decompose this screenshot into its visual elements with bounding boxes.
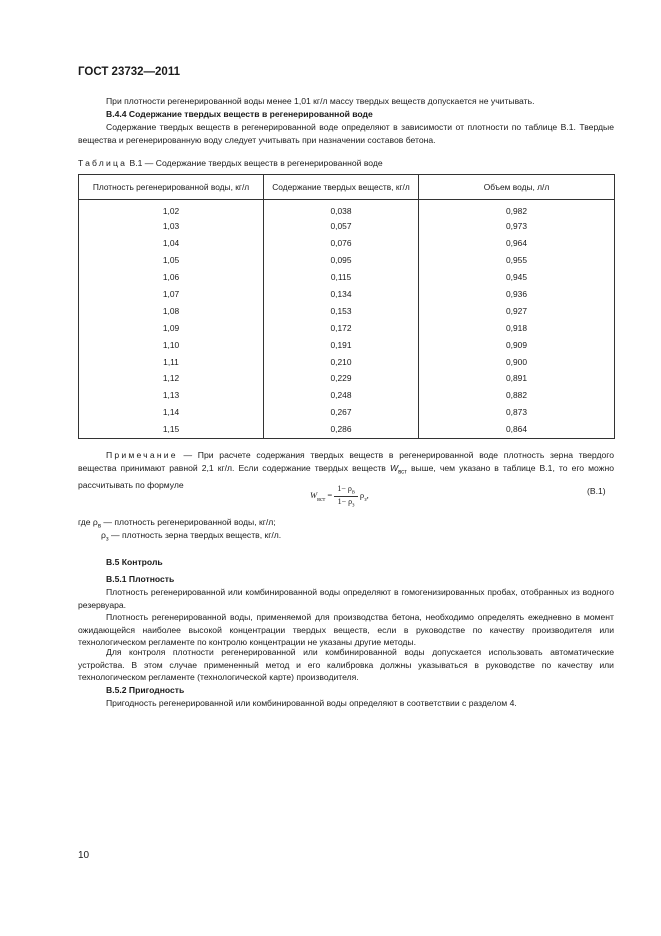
section-b44-paragraph: Содержание твердых веществ в регенерированной воде определяют в зависимости от плотности по таблице В.1. Твердые вещества и регенерированную воду следует учитывать при назначении составов бетона. — [78, 122, 614, 145]
section-b44-heading: В.4.4 Содержание твердых веществ в регенерированной воде — [106, 109, 373, 119]
formula-fraction — [334, 484, 357, 508]
formula-lhs: W — [310, 490, 318, 501]
section-b5-heading: В.5 Контроль — [106, 557, 163, 567]
table-cell: 0,909 — [419, 336, 615, 353]
table-cell: 0,267 — [264, 404, 419, 421]
formula-equals: = — [325, 490, 335, 501]
table-header-cell: Содержание твердых веществ, кг/л — [264, 175, 419, 200]
table-cell: 0,038 — [264, 200, 419, 219]
table-cell: 0,900 — [419, 353, 615, 370]
where-2-symbol: ρ — [101, 530, 106, 540]
table-cell: 0,153 — [264, 302, 419, 319]
table-cell: 0,882 — [419, 387, 615, 404]
table-cell: 1,09 — [79, 319, 264, 336]
table-row — [79, 286, 615, 303]
table-cell: 0,134 — [264, 286, 419, 303]
where-1-text: — плотность регенерированной воды, кг/л; — [101, 517, 276, 527]
table-cell: 0,936 — [419, 286, 615, 303]
table-cell: 0,095 — [264, 252, 419, 269]
section-b51-heading: В.5.1 Плотность — [106, 574, 175, 584]
document-header: ГОСТ 23732—2011 — [78, 66, 180, 78]
note-prefix: Примечание — [106, 450, 178, 460]
table-cell: 0,927 — [419, 302, 615, 319]
formula-lhs-sub: вст — [317, 496, 326, 503]
denominator-text: 1− ρ — [337, 496, 353, 506]
table-header-cell: Плотность регенерированной воды, кг/л — [79, 175, 264, 200]
table-cell: 0,945 — [419, 269, 615, 286]
table-cell: 1,11 — [79, 353, 264, 370]
table-row — [79, 269, 615, 286]
table-cell: 0,891 — [419, 370, 615, 387]
table-cell: 0,057 — [264, 218, 419, 235]
table-header-cell: Объем воды, л/л — [419, 175, 615, 200]
numerator-sub: в — [351, 489, 355, 496]
table-caption-prefix: Таблица — [78, 158, 128, 168]
where-line-2 — [101, 529, 601, 546]
table-cell: 0,873 — [419, 404, 615, 421]
table-row — [79, 235, 615, 252]
formula-rhs: ρ — [357, 490, 365, 501]
table-header-row — [79, 175, 615, 200]
table-cell: 1,03 — [79, 218, 264, 235]
table-cell: 0,210 — [264, 353, 419, 370]
where-1-sub: в — [97, 523, 102, 530]
table-cell: 0,964 — [419, 235, 615, 252]
table-row — [79, 370, 615, 387]
section-b52-heading: В.5.2 Пригодность — [106, 685, 185, 695]
table-cell: 0,864 — [419, 421, 615, 438]
page-number: 10 — [78, 850, 90, 861]
formula-b1 — [310, 484, 369, 508]
table-cell: 1,12 — [79, 370, 264, 387]
table-cell: 1,04 — [79, 235, 264, 252]
table-row — [79, 200, 615, 219]
table-cell: 0,973 — [419, 218, 615, 235]
note-text-end: выше, чем указано в таблице В.1, то его можно рассчитывать по формуле — [78, 462, 614, 490]
intro-paragraph: При плотности регенерированной воды менее 1,01 кг/л массу твердых веществ допускается не учитывать. — [106, 96, 535, 106]
table-row — [79, 353, 615, 370]
table-row — [79, 404, 615, 421]
table-cell: 1,07 — [79, 286, 264, 303]
table-row — [79, 218, 615, 235]
formula-numerator — [334, 484, 357, 497]
section-b51-paragraph-2: Плотность регенерированной воды, применяемой для производства бетона, необходимо определять ежедневно в момент ожидающейся наиболее высокой концентрации твердых веществ, если в руководстве по качеству производителя или технологическом регламенте по контролю концентрации не указаны другие методы. — [78, 612, 614, 647]
table-caption-title: В.1 — Содержание твердых веществ в регенерированной воде — [127, 158, 383, 168]
table-cell: 1,08 — [79, 302, 264, 319]
table-cell: 0,248 — [264, 387, 419, 404]
formula-number: (В.1) — [587, 486, 606, 496]
table-cell: 1,14 — [79, 404, 264, 421]
table-cell: 0,918 — [419, 319, 615, 336]
table-cell: 0,191 — [264, 336, 419, 353]
note-text: — При расчете содержания твердых веществ в регенерированной воде плотность зерна твердого вещества принимают равной 2,1 кг/л. Если содержание твердых веществ — [78, 450, 614, 473]
table-cell: 1,10 — [79, 336, 264, 353]
where-2-text: — плотность зерна твердых веществ, кг/л. — [108, 530, 282, 540]
table-cell: 1,06 — [79, 269, 264, 286]
where-2-sub: з — [105, 536, 109, 543]
table-cell: 0,229 — [264, 370, 419, 387]
denominator-sub: з — [352, 502, 355, 509]
numerator-text: 1− ρ — [337, 484, 352, 493]
table-cell: 1,05 — [79, 252, 264, 269]
section-b51-paragraph-1: Плотность регенерированной или комбинированной воды определяют в гомогенизированных пробах, отобранных из водного резервуара. — [78, 587, 614, 610]
table-cell: 0,286 — [264, 421, 419, 438]
table-cell: 1,15 — [79, 421, 264, 438]
formula-tail: , — [366, 490, 369, 501]
table-row — [79, 302, 615, 319]
where-1-symbol: где ρ — [78, 517, 98, 527]
table-cell: 0,172 — [264, 319, 419, 336]
table-row — [79, 319, 615, 336]
table-cell: 1,02 — [79, 200, 264, 219]
note-symbol-sub: вст — [398, 469, 407, 476]
density-table — [78, 174, 615, 439]
section-b52-paragraph: Пригодность регенерированной или комбинированной воды определяют в соответствии с разделом 4. — [106, 698, 517, 708]
table-cell: 0,076 — [264, 235, 419, 252]
table-cell: 1,13 — [79, 387, 264, 404]
table-row — [79, 421, 615, 438]
section-b51-paragraph-3: Для контроля плотности регенерированной или комбинированной воды допускается использовать автоматические устройства. В этом случае примененный метод и его калибровка должны указываться в руководстве по качеству или технологическом регламенте (технологической карте) производителя. — [78, 647, 614, 682]
table-cell: 0,115 — [264, 269, 419, 286]
table-cell: 0,982 — [419, 200, 615, 219]
table-row — [79, 387, 615, 404]
table-row — [79, 252, 615, 269]
table-row — [79, 336, 615, 353]
formula-denominator — [334, 497, 357, 509]
note-symbol: W — [389, 462, 399, 473]
table-cell: 0,955 — [419, 252, 615, 269]
table-caption — [78, 157, 614, 170]
formula-rhs-sub: з — [364, 496, 367, 503]
